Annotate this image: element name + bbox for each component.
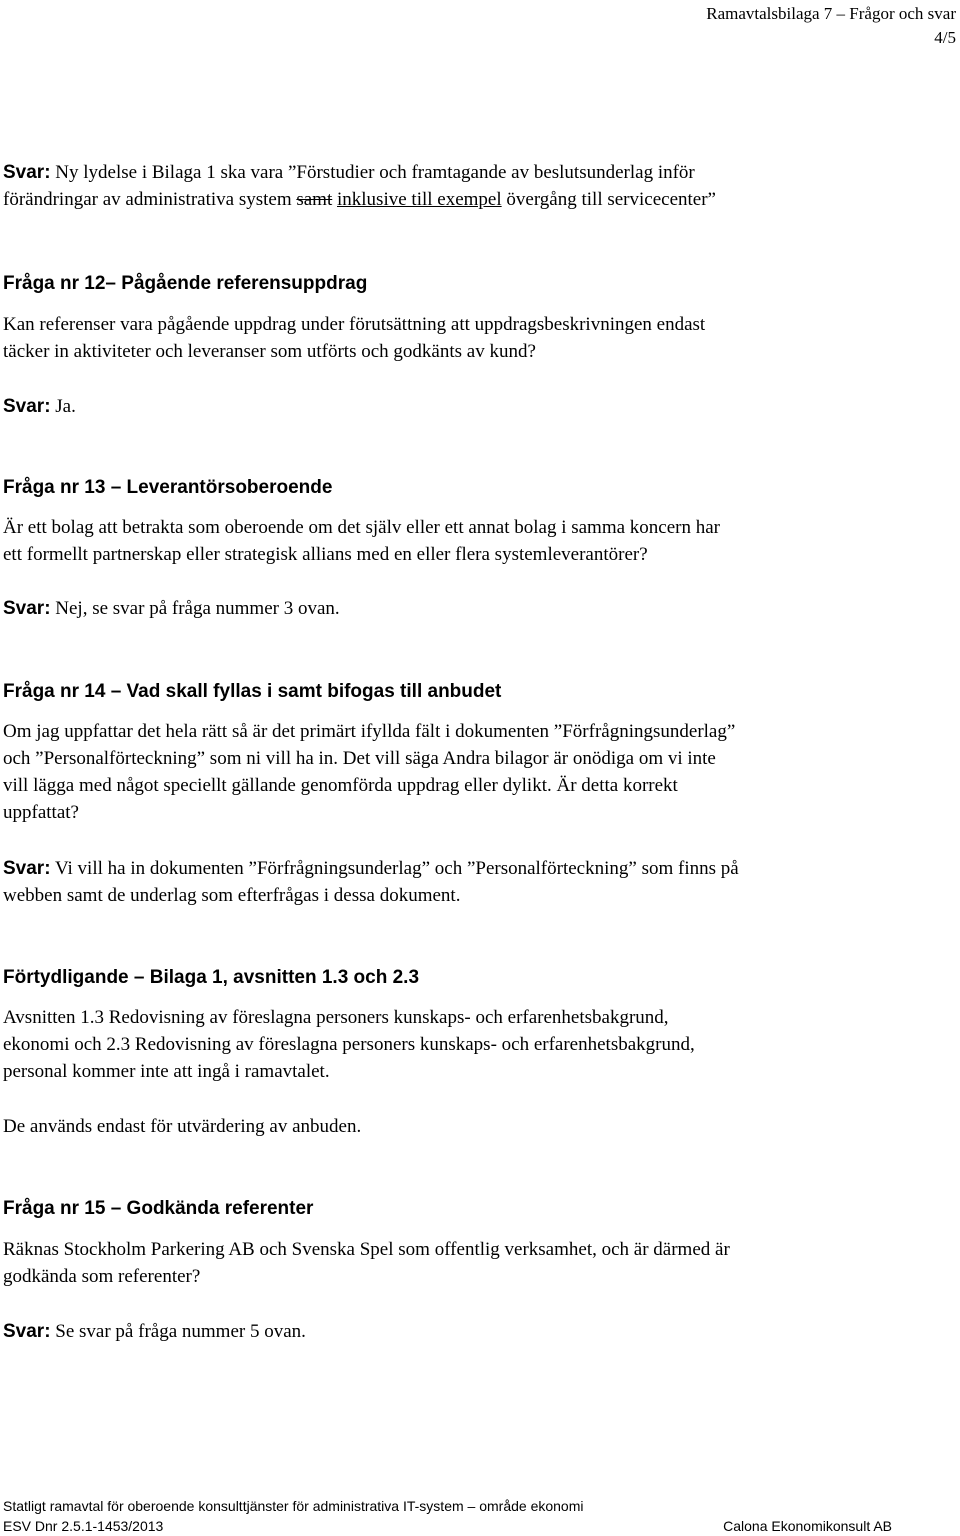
answer-label: Svar: (3, 1321, 51, 1342)
answer-label: Svar: (3, 396, 51, 417)
q12-heading: Fråga nr 12– Pågående referensuppdrag (3, 273, 368, 294)
answer-label: Svar: (3, 598, 51, 619)
clarification-heading: Förtydligande – Bilaga 1, avsnitten 1.3 och 2.3 (3, 967, 420, 988)
q12-answer: Svar: Ja. (3, 396, 76, 417)
header-title: Ramavtalsbilaga 7 – Frågor och svar (706, 4, 956, 23)
answer-label: Svar: (3, 858, 51, 879)
footer-dnr: ESV Dnr 2.5.1-1453/2013 (3, 1518, 164, 1534)
q15-heading: Fråga nr 15 – Godkända referenter (3, 1198, 314, 1219)
intro-line-2: förändringar av administrativa system samt inklusive till exempel övergång till servicecenter” (3, 189, 716, 210)
struck-text: samt (296, 189, 333, 210)
q14-answer: Svar: Vi vill ha in dokumenten ”Förfrågningsunderlag” och ”Personalförteckning” som finns på webben samt de underlag som efterfrågas i dessa dokument. (3, 858, 739, 906)
clarification-text: Avsnitten 1.3 Redovisning av föreslagna personers kunskaps- och erfarenhetsbakgrund, ekonomi och 2.3 Redovisning av föreslagna personers kunskaps- och erfarenhetsbakgrund, personal kommer inte att ingå i ramavtalet. (3, 1007, 695, 1082)
intro-line-1: Svar: Ny lydelse i Bilaga 1 ska vara ”Förstudier och framtagande av beslutsunderlag inför (3, 162, 695, 183)
footer-title: Statligt ramavtal för oberoende konsulttjänster för administrativa IT-system – område ekonomi (3, 1498, 584, 1514)
footer-company: Calona Ekonomikonsult AB (723, 1518, 892, 1534)
q13-heading: Fråga nr 13 – Leverantörsoberoende (3, 477, 333, 498)
q15-answer: Svar: Se svar på fråga nummer 5 ovan. (3, 1321, 306, 1342)
q14-heading: Fråga nr 14 – Vad skall fyllas i samt bifogas till anbudet (3, 681, 502, 702)
page-number: 4/5 (934, 28, 956, 47)
q15-question: Räknas Stockholm Parkering AB och Svenska Spel som offentlig verksamhet, och är därmed är godkända som referenter? (3, 1239, 730, 1287)
q13-question: Är ett bolag att betrakta som oberoende om det själv eller ett annat bolag i samma koncern har ett formellt partnerskap eller strategisk allians med en eller flera systemleverantörer? (3, 517, 720, 565)
q14-question: Om jag uppfattar det hela rätt så är det primärt ifyllda fält i dokumenten ”Förfrågningsunderlag” och ”Personalförteckning” som ni vill ha in. Det vill säga Andra bilagor är onödiga om vi inte vill lägga med något speciellt gällande genomförda uppdrag eller dylikt. Är detta korrekt uppfattat? (3, 721, 736, 823)
underlined-text: inklusive till exempel (337, 189, 502, 210)
q13-answer: Svar: Nej, se svar på fråga nummer 3 ovan. (3, 598, 340, 619)
intro-answer (3, 159, 903, 213)
answer-label: Svar: (3, 162, 51, 183)
clarification-note: De används endast för utvärdering av anbuden. (3, 1116, 362, 1137)
q12-question: Kan referenser vara pågående uppdrag under förutsättning att uppdragsbeskrivningen endast täcker in aktiviteter och leveranser som utförts och godkänts av kund? (3, 314, 706, 362)
